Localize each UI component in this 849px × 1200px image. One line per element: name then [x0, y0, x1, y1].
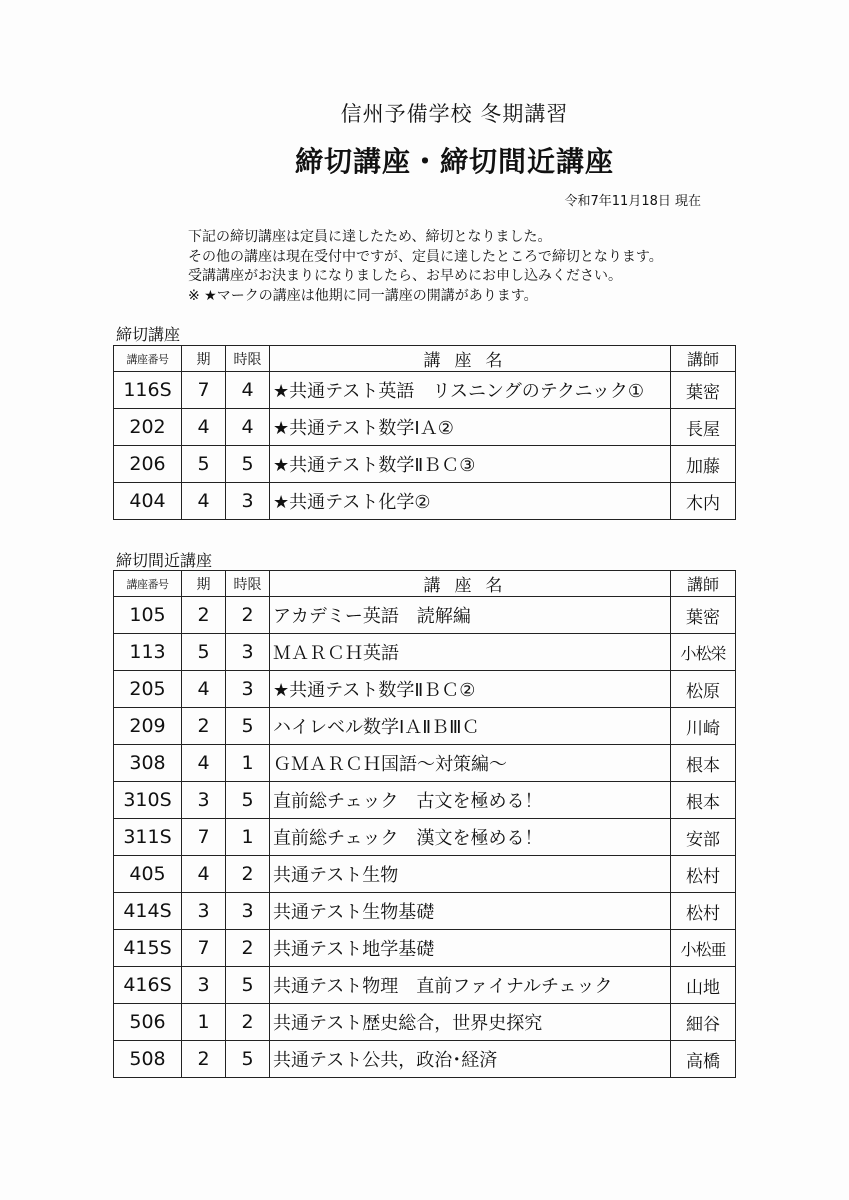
course-number: 206 [114, 446, 182, 483]
course-number: 311S [114, 819, 182, 856]
course-teacher: 川崎 [671, 708, 736, 745]
notice-line: 受講講座がお決まりになりましたら、お早めにお申し込みください。 [188, 268, 622, 284]
closed-section-title: 締切講座 [116, 325, 181, 344]
course-period: 5 [182, 634, 226, 671]
course-period: 2 [182, 1041, 226, 1078]
course-number: 205 [114, 671, 182, 708]
course-teacher: 松村 [671, 893, 736, 930]
col-header-time: 時限 [226, 346, 270, 372]
course-name: 共通テスト地学基礎 [270, 930, 671, 967]
col-header-teacher: 講師 [671, 571, 736, 597]
course-name: 共通テスト公共，政治･経済 [270, 1041, 671, 1078]
course-period: 3 [182, 893, 226, 930]
course-time: 3 [226, 671, 270, 708]
course-number: 105 [114, 597, 182, 634]
col-header-teacher: 講師 [671, 346, 736, 372]
col-header-number: 講座番号 [114, 346, 182, 372]
table-row [114, 372, 736, 409]
course-number: 202 [114, 409, 182, 446]
course-number: 416S [114, 967, 182, 1004]
course-name: ★共通テスト数学ⅡＢＣ② [270, 671, 671, 708]
course-period: 3 [182, 782, 226, 819]
course-teacher: 根本 [671, 745, 736, 782]
course-name: ＧＭＡＲＣＨ国語～対策編～ [270, 745, 671, 782]
page-title: 締切講座・締切間近講座 [294, 145, 614, 178]
course-time: 4 [226, 372, 270, 409]
course-number: 508 [114, 1041, 182, 1078]
closed-rows [114, 372, 736, 520]
course-teacher: 安部 [671, 819, 736, 856]
col-header-name: 講座名 [270, 346, 671, 372]
course-name: 共通テスト生物基礎 [270, 893, 671, 930]
table-row [114, 708, 736, 745]
table-row [114, 1004, 736, 1041]
course-time: 3 [226, 634, 270, 671]
course-name: 直前総チェック 漢文を極める！ [270, 819, 671, 856]
table-row [114, 1041, 736, 1078]
course-teacher: 木内 [671, 483, 736, 520]
course-teacher: 長屋 [671, 409, 736, 446]
course-time: 5 [226, 1041, 270, 1078]
course-number: 113 [114, 634, 182, 671]
course-period: 4 [182, 409, 226, 446]
course-time: 2 [226, 856, 270, 893]
course-period: 3 [182, 967, 226, 1004]
notice-line: 下記の締切講座は定員に達したため、締切となりました。 [188, 229, 552, 245]
course-teacher: 小松栄 [671, 634, 736, 671]
course-period: 4 [182, 671, 226, 708]
course-number: 506 [114, 1004, 182, 1041]
course-teacher: 小松亜 [671, 930, 736, 967]
col-header-time: 時限 [226, 571, 270, 597]
course-time: 5 [226, 782, 270, 819]
course-time: 5 [226, 708, 270, 745]
course-teacher: 根本 [671, 782, 736, 819]
col-header-period: 期 [182, 571, 226, 597]
table-row [114, 819, 736, 856]
course-name: 共通テスト物理 直前ファイナルチェック [270, 967, 671, 1004]
course-teacher: 高橋 [671, 1041, 736, 1078]
table-row [114, 409, 736, 446]
col-header-period: 期 [182, 346, 226, 372]
course-number: 308 [114, 745, 182, 782]
course-name: 共通テスト歴史総合，世界史探究 [270, 1004, 671, 1041]
course-teacher: 松村 [671, 856, 736, 893]
course-number: 310S [114, 782, 182, 819]
course-time: 1 [226, 819, 270, 856]
table-row [114, 782, 736, 819]
course-period: 2 [182, 708, 226, 745]
course-time: 5 [226, 446, 270, 483]
course-name: 共通テスト生物 [270, 856, 671, 893]
course-time: 4 [226, 409, 270, 446]
as-of-date: 令和7年11月18日 現在 [564, 194, 701, 209]
table-row [114, 745, 736, 782]
course-number: 209 [114, 708, 182, 745]
course-name: ＭＡＲＣＨ英語 [270, 634, 671, 671]
course-name: ハイレベル数学ⅠＡⅡＢⅢＣ [270, 708, 671, 745]
table-row [114, 671, 736, 708]
course-name: 直前総チェック 古文を極める！ [270, 782, 671, 819]
course-time: 3 [226, 483, 270, 520]
table-row [114, 856, 736, 893]
course-teacher: 山地 [671, 967, 736, 1004]
table-row [114, 597, 736, 634]
course-teacher: 松原 [671, 671, 736, 708]
course-period: 7 [182, 372, 226, 409]
course-number: 414S [114, 893, 182, 930]
course-period: 2 [182, 597, 226, 634]
col-header-number: 講座番号 [114, 571, 182, 597]
course-time: 3 [226, 893, 270, 930]
course-number: 405 [114, 856, 182, 893]
table-row [114, 967, 736, 1004]
table-header-row [114, 571, 736, 597]
course-period: 7 [182, 930, 226, 967]
course-teacher: 加藤 [671, 446, 736, 483]
col-header-name: 講座名 [270, 571, 671, 597]
course-name: ★共通テスト数学ⅠＡ② [270, 409, 671, 446]
course-time: 2 [226, 1004, 270, 1041]
table-row [114, 893, 736, 930]
table-row [114, 446, 736, 483]
course-teacher: 細谷 [671, 1004, 736, 1041]
near-rows [114, 597, 736, 1078]
table-row [114, 483, 736, 520]
table-row [114, 634, 736, 671]
near-deadline-courses-table [113, 570, 736, 1078]
course-period: 1 [182, 1004, 226, 1041]
course-time: 2 [226, 597, 270, 634]
course-number: 116S [114, 372, 182, 409]
notice-line: ※ ★マークの講座は他期に同一講座の開講があります。 [188, 287, 538, 304]
closed-courses-table [113, 345, 736, 520]
course-period: 5 [182, 446, 226, 483]
near-section-title: 締切間近講座 [116, 551, 213, 570]
course-name: ★共通テスト英語 リスニングのテクニック① [270, 372, 671, 409]
course-period: 4 [182, 745, 226, 782]
course-teacher: 葉密 [671, 597, 736, 634]
course-number: 415S [114, 930, 182, 967]
course-name: ★共通テスト数学ⅡＢＣ③ [270, 446, 671, 483]
course-name: ★共通テスト化学② [270, 483, 671, 520]
course-time: 2 [226, 930, 270, 967]
course-time: 1 [226, 745, 270, 782]
course-period: 4 [182, 483, 226, 520]
course-name: アカデミー英語 読解編 [270, 597, 671, 634]
course-time: 5 [226, 967, 270, 1004]
table-header-row [114, 346, 736, 372]
course-number: 404 [114, 483, 182, 520]
notice-line: その他の講座は現在受付中ですが、定員に達したところで締切となります。 [188, 248, 663, 265]
school-name: 信州予備学校 冬期講習 [340, 102, 569, 126]
table-row [114, 930, 736, 967]
course-teacher: 葉密 [671, 372, 736, 409]
course-period: 4 [182, 856, 226, 893]
course-period: 7 [182, 819, 226, 856]
notice-text [188, 228, 663, 306]
